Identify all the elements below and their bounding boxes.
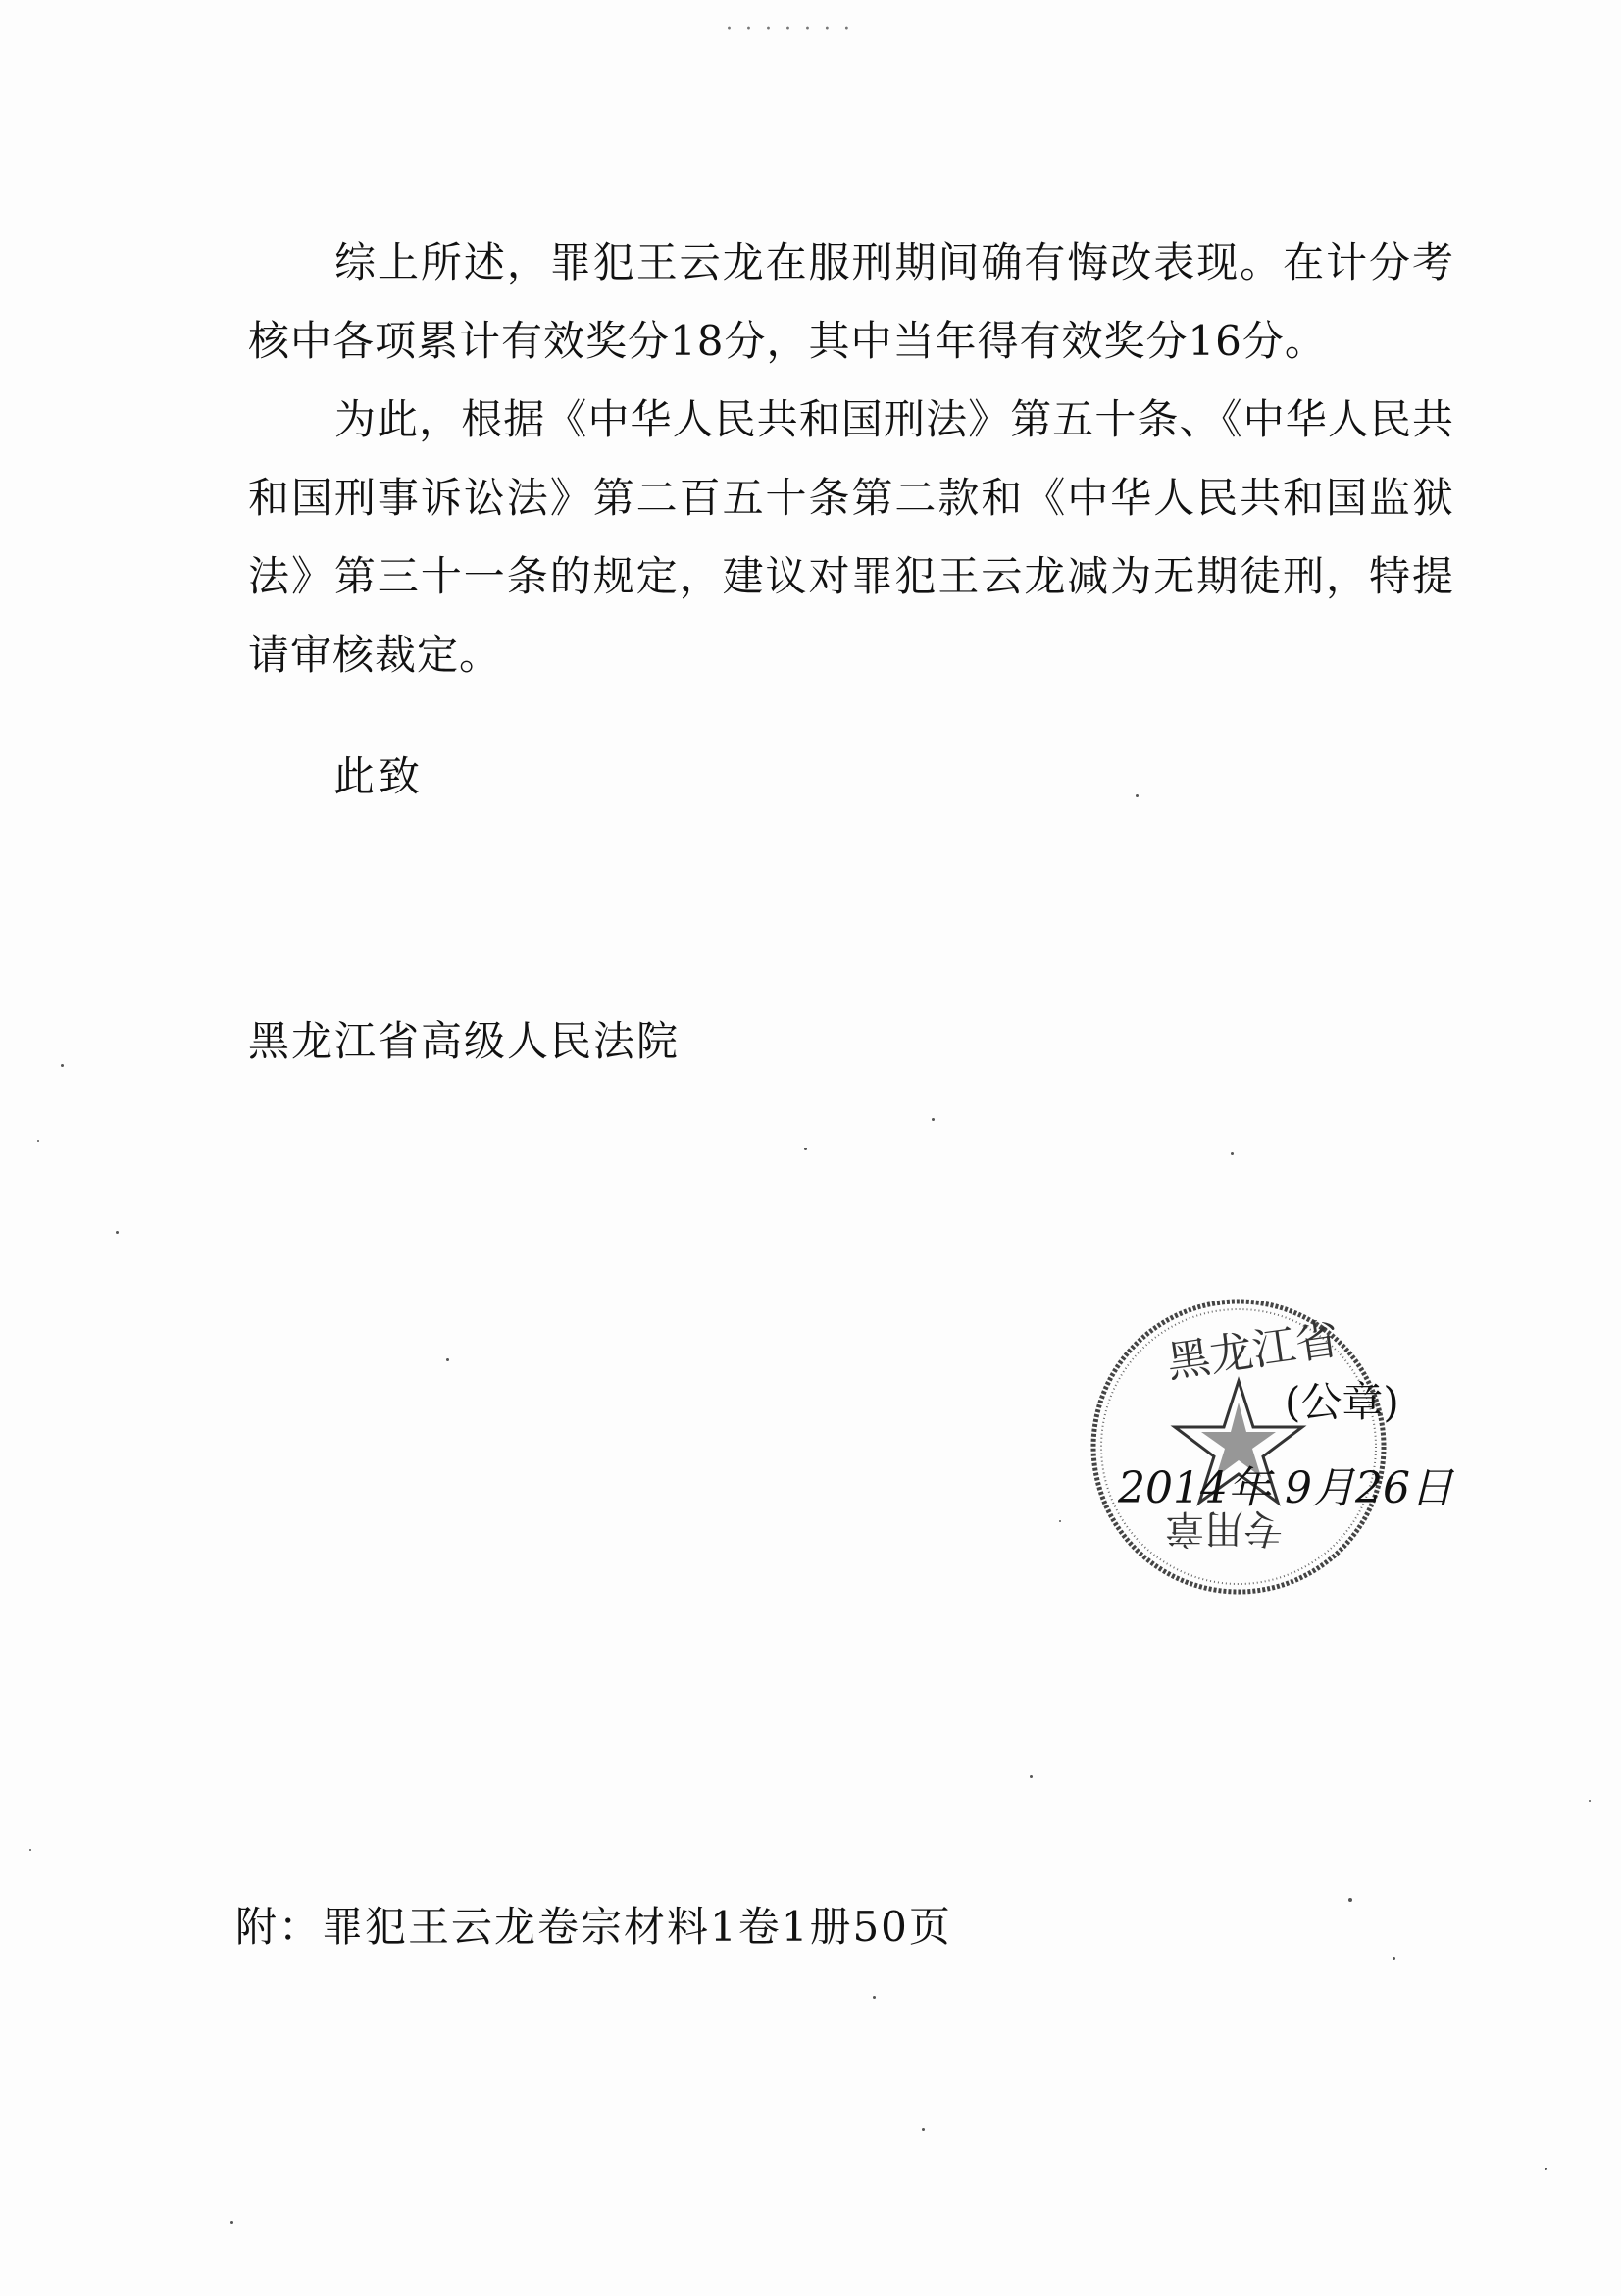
scan-speck (1589, 1800, 1591, 1802)
document-date: 2014年 9月26日 (1118, 1463, 1453, 1513)
attachment-note: 附：罪犯王云龙卷宗材料1卷1册50页 (235, 1903, 952, 1951)
scan-speck (446, 1358, 449, 1361)
salutation: 此致 (333, 752, 425, 800)
scan-speck (932, 1118, 935, 1121)
scan-speck (1393, 1957, 1395, 1960)
scan-speck (1348, 1898, 1352, 1902)
svg-text:专用章: 专用章 (1165, 1505, 1283, 1551)
official-seal-stamp (1087, 1295, 1391, 1599)
scan-speck (37, 1140, 39, 1142)
document-body (248, 224, 1454, 694)
scan-speck (29, 1849, 31, 1851)
scan-speck (116, 1231, 119, 1234)
seal-text-arc: 黑龙江省 (1163, 1314, 1342, 1389)
scan-artifact-marks: · · · · · · · (726, 18, 853, 42)
scan-speck (61, 1064, 64, 1067)
paragraph-legal-basis: 为此，根据《中华人民共和国刑法》第五十条、《中华人民共和国刑事诉讼法》第二百五十条第二款和《中华人民共和国监狱法》第三十一条的规定，建议对罪犯王云龙减为无期徒刑，特提请审核裁定。 (248, 395, 1454, 679)
paragraph-summary: 综上所述，罪犯王云龙在服刑期间确有悔改表现。在计分考核中各项累计有效奖分18分，其中当年得有效奖分16分。 (248, 238, 1454, 365)
scan-speck (1231, 1152, 1234, 1155)
scan-speck (1030, 1775, 1033, 1778)
scan-speck (230, 2221, 233, 2224)
recipient-court: 黑龙江省高级人民法院 (248, 1017, 681, 1065)
scan-speck (804, 1148, 807, 1150)
scan-speck (922, 2128, 925, 2131)
scan-speck (873, 1996, 876, 1999)
scan-speck (1059, 1520, 1061, 1522)
seal-label: (公章) (1285, 1378, 1399, 1426)
scan-speck (1545, 2168, 1547, 2170)
scan-speck (1136, 794, 1139, 797)
